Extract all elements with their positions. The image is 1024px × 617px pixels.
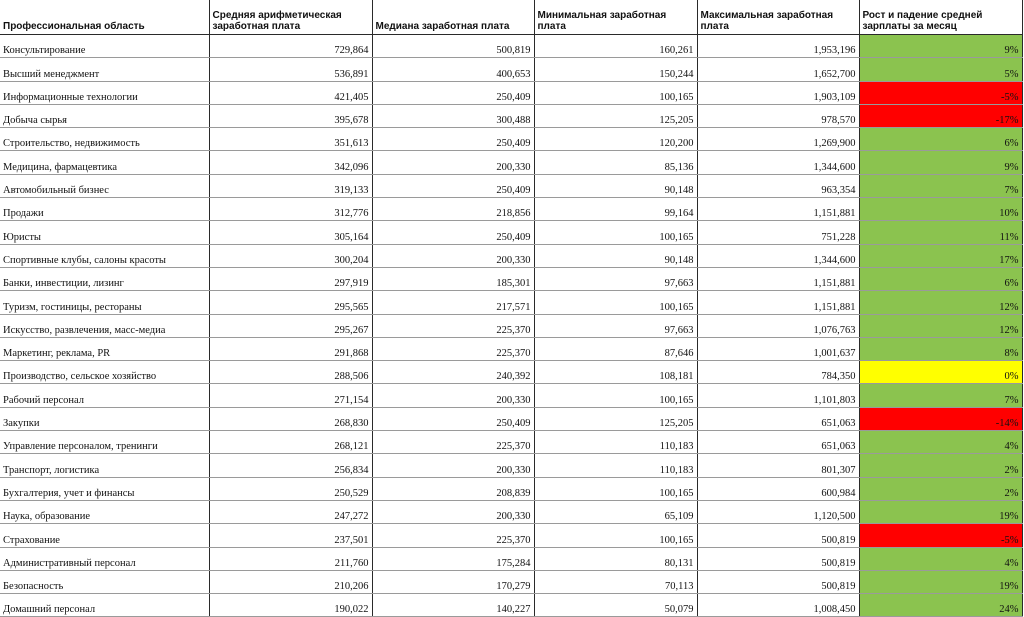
cell-min-salary[interactable]: 90,148 [534, 244, 697, 267]
cell-median-salary[interactable]: 200,330 [372, 500, 534, 523]
table-row [0, 594, 1022, 617]
cell-professional-area[interactable]: Безопасность [0, 570, 209, 593]
cell-professional-area[interactable]: Страхование [0, 524, 209, 547]
cell-median-salary[interactable]: 250,409 [372, 407, 534, 430]
cell-professional-area[interactable]: Информационные технологии [0, 81, 209, 104]
cell-mean-salary[interactable]: 210,206 [209, 570, 372, 593]
cell-mean-salary[interactable]: 256,834 [209, 454, 372, 477]
cell-max-salary[interactable]: 1,001,637 [697, 337, 859, 360]
cell-monthly-change[interactable]: -5% [859, 81, 1022, 104]
cell-min-salary[interactable]: 97,663 [534, 314, 697, 337]
cell-median-salary[interactable]: 218,856 [372, 198, 534, 221]
cell-max-salary[interactable]: 1,151,881 [697, 267, 859, 290]
cut-off-footer [0, 582, 1024, 591]
cell-professional-area[interactable]: Рабочий персонал [0, 384, 209, 407]
cell-median-salary[interactable]: 200,330 [372, 244, 534, 267]
cell-mean-salary[interactable]: 729,864 [209, 35, 372, 58]
cell-median-salary[interactable]: 200,330 [372, 384, 534, 407]
cell-max-salary[interactable]: 651,063 [697, 407, 859, 430]
cell-median-salary[interactable]: 250,409 [372, 128, 534, 151]
cell-professional-area[interactable]: Туризм, гостиницы, рестораны [0, 291, 209, 314]
table-row [0, 431, 1022, 454]
cell-professional-area[interactable]: Юристы [0, 221, 209, 244]
cell-professional-area[interactable]: Бухгалтерия, учет и финансы [0, 477, 209, 500]
table-row [0, 547, 1022, 570]
cell-monthly-change[interactable]: 2% [859, 477, 1022, 500]
cell-monthly-change[interactable]: 19% [859, 500, 1022, 523]
cell-max-salary[interactable]: 1,953,196 [697, 35, 859, 58]
cell-professional-area[interactable]: Домашний персонал [0, 594, 209, 617]
cell-max-salary[interactable]: 1,151,881 [697, 291, 859, 314]
cell-max-salary[interactable]: 784,350 [697, 361, 859, 384]
cell-professional-area[interactable]: Наука, образование [0, 500, 209, 523]
table-row [0, 221, 1022, 244]
cell-min-salary[interactable]: 80,131 [534, 547, 697, 570]
cell-professional-area[interactable]: Производство, сельское хозяйство [0, 361, 209, 384]
cell-min-salary[interactable]: 85,136 [534, 151, 697, 174]
cell-max-salary[interactable]: 651,063 [697, 431, 859, 454]
cell-professional-area[interactable]: Банки, инвестиции, лизинг [0, 267, 209, 290]
table-row [0, 454, 1022, 477]
cell-mean-salary[interactable]: 351,613 [209, 128, 372, 151]
cell-monthly-change[interactable]: 11% [859, 221, 1022, 244]
cell-mean-salary[interactable]: 305,164 [209, 221, 372, 244]
cell-median-salary[interactable]: 225,370 [372, 524, 534, 547]
cell-min-salary[interactable]: 100,165 [534, 524, 697, 547]
table-row [0, 104, 1022, 127]
cell-max-salary[interactable]: 600,984 [697, 477, 859, 500]
cell-mean-salary[interactable]: 268,830 [209, 407, 372, 430]
cell-min-salary[interactable]: 87,646 [534, 337, 697, 360]
cell-professional-area[interactable]: Продажи [0, 198, 209, 221]
cell-max-salary[interactable]: 1,101,803 [697, 384, 859, 407]
cell-median-salary[interactable]: 200,330 [372, 454, 534, 477]
table-row [0, 337, 1022, 360]
cell-professional-area[interactable]: Медицина, фармацевтика [0, 151, 209, 174]
cell-professional-area[interactable]: Искусство, развлечения, масс-медиа [0, 314, 209, 337]
cell-max-salary[interactable]: 1,008,450 [697, 594, 859, 617]
cell-median-salary[interactable]: 250,409 [372, 174, 534, 197]
cell-mean-salary[interactable]: 342,096 [209, 151, 372, 174]
header-mean-salary[interactable]: Средняя арифметическая заработная плата [209, 0, 372, 35]
cell-monthly-change[interactable]: -17% [859, 104, 1022, 127]
cell-min-salary[interactable]: 100,165 [534, 221, 697, 244]
cell-max-salary[interactable]: 1,151,881 [697, 198, 859, 221]
table-row [0, 151, 1022, 174]
cell-mean-salary[interactable]: 247,272 [209, 500, 372, 523]
header-median-salary[interactable]: Медиана заработная плата [372, 0, 534, 35]
cell-median-salary[interactable]: 200,330 [372, 151, 534, 174]
cell-mean-salary[interactable]: 268,121 [209, 431, 372, 454]
cell-monthly-change[interactable]: 4% [859, 547, 1022, 570]
table-row [0, 35, 1022, 58]
table-row [0, 58, 1022, 81]
cell-min-salary[interactable]: 125,205 [534, 407, 697, 430]
cell-min-salary[interactable]: 90,148 [534, 174, 697, 197]
cell-min-salary[interactable]: 110,183 [534, 454, 697, 477]
cell-mean-salary[interactable]: 288,506 [209, 361, 372, 384]
cell-monthly-change[interactable]: 7% [859, 384, 1022, 407]
cell-max-salary[interactable]: 801,307 [697, 454, 859, 477]
cell-monthly-change[interactable]: 2% [859, 454, 1022, 477]
cell-monthly-change[interactable]: 12% [859, 291, 1022, 314]
cell-min-salary[interactable]: 100,165 [534, 291, 697, 314]
cell-monthly-change[interactable]: 5% [859, 58, 1022, 81]
cell-mean-salary[interactable]: 250,529 [209, 477, 372, 500]
cell-min-salary[interactable]: 100,165 [534, 477, 697, 500]
cell-monthly-change[interactable]: 9% [859, 35, 1022, 58]
cell-median-salary[interactable]: 208,839 [372, 477, 534, 500]
cell-max-salary[interactable]: 751,228 [697, 221, 859, 244]
cell-min-salary[interactable]: 70,113 [534, 570, 697, 593]
cell-median-salary[interactable]: 217,571 [372, 291, 534, 314]
cell-monthly-change[interactable]: 0% [859, 361, 1022, 384]
cell-min-salary[interactable]: 150,244 [534, 58, 697, 81]
cell-max-salary[interactable]: 500,819 [697, 524, 859, 547]
cell-max-salary[interactable]: 1,269,900 [697, 128, 859, 151]
cell-monthly-change[interactable]: 19% [859, 570, 1022, 593]
cell-monthly-change[interactable]: 12% [859, 314, 1022, 337]
cell-min-salary[interactable]: 125,205 [534, 104, 697, 127]
table-row [0, 407, 1022, 430]
cell-mean-salary[interactable]: 395,678 [209, 104, 372, 127]
cell-max-salary[interactable]: 1,903,109 [697, 81, 859, 104]
cell-professional-area[interactable]: Высший менеджмент [0, 58, 209, 81]
cell-max-salary[interactable]: 500,819 [697, 547, 859, 570]
cell-max-salary[interactable]: 1,344,600 [697, 151, 859, 174]
cell-monthly-change[interactable]: -5% [859, 524, 1022, 547]
cell-median-salary[interactable]: 400,653 [372, 58, 534, 81]
cell-professional-area[interactable]: Закупки [0, 407, 209, 430]
table-row [0, 314, 1022, 337]
table-row [0, 291, 1022, 314]
cell-mean-salary[interactable]: 295,267 [209, 314, 372, 337]
cell-monthly-change[interactable]: -14% [859, 407, 1022, 430]
cell-mean-salary[interactable]: 291,868 [209, 337, 372, 360]
cell-professional-area[interactable]: Маркетинг, реклама, PR [0, 337, 209, 360]
cell-max-salary[interactable]: 1,076,763 [697, 314, 859, 337]
header-max-salary[interactable]: Максимальная заработная плата [697, 0, 859, 35]
header-professional-area[interactable]: Профессиональная область [0, 0, 209, 35]
cell-min-salary[interactable]: 50,079 [534, 594, 697, 617]
cell-max-salary[interactable]: 1,652,700 [697, 58, 859, 81]
cell-professional-area[interactable]: Административный персонал [0, 547, 209, 570]
cell-median-salary[interactable]: 185,301 [372, 267, 534, 290]
cell-min-salary[interactable]: 120,200 [534, 128, 697, 151]
cell-professional-area[interactable]: Добыча сырья [0, 104, 209, 127]
cell-median-salary[interactable]: 140,227 [372, 594, 534, 617]
cell-median-salary[interactable]: 225,370 [372, 431, 534, 454]
cell-min-salary[interactable]: 110,183 [534, 431, 697, 454]
cell-median-salary[interactable]: 500,819 [372, 35, 534, 58]
cell-max-salary[interactable]: 978,570 [697, 104, 859, 127]
cell-monthly-change[interactable]: 7% [859, 174, 1022, 197]
table-row [0, 174, 1022, 197]
cell-mean-salary[interactable]: 312,776 [209, 198, 372, 221]
cell-monthly-change[interactable]: 10% [859, 198, 1022, 221]
cell-median-salary[interactable]: 175,284 [372, 547, 534, 570]
cell-professional-area[interactable]: Автомобильный бизнес [0, 174, 209, 197]
cell-median-salary[interactable]: 225,370 [372, 337, 534, 360]
table-row [0, 267, 1022, 290]
cell-monthly-change[interactable]: 4% [859, 431, 1022, 454]
cell-mean-salary[interactable]: 536,891 [209, 58, 372, 81]
cell-min-salary[interactable]: 99,164 [534, 198, 697, 221]
cell-mean-salary[interactable]: 295,565 [209, 291, 372, 314]
cell-mean-salary[interactable]: 190,022 [209, 594, 372, 617]
cell-min-salary[interactable]: 160,261 [534, 35, 697, 58]
table-row [0, 244, 1022, 267]
cell-mean-salary[interactable]: 237,501 [209, 524, 372, 547]
cell-median-salary[interactable]: 225,370 [372, 314, 534, 337]
table-row [0, 384, 1022, 407]
cell-mean-salary[interactable]: 421,405 [209, 81, 372, 104]
cell-mean-salary[interactable]: 300,204 [209, 244, 372, 267]
cell-professional-area[interactable]: Транспорт, логистика [0, 454, 209, 477]
table-row [0, 81, 1022, 104]
cell-mean-salary[interactable]: 319,133 [209, 174, 372, 197]
table-row [0, 524, 1022, 547]
cell-mean-salary[interactable]: 211,760 [209, 547, 372, 570]
cell-median-salary[interactable]: 250,409 [372, 221, 534, 244]
cell-min-salary[interactable]: 65,109 [534, 500, 697, 523]
cell-professional-area[interactable]: Строительство, недвижимость [0, 128, 209, 151]
table-row [0, 477, 1022, 500]
cell-monthly-change[interactable]: 9% [859, 151, 1022, 174]
cell-max-salary[interactable]: 1,120,500 [697, 500, 859, 523]
cell-median-salary[interactable]: 250,409 [372, 81, 534, 104]
cell-min-salary[interactable]: 100,165 [534, 81, 697, 104]
cell-professional-area[interactable]: Спортивные клубы, салоны красоты [0, 244, 209, 267]
cell-min-salary[interactable]: 97,663 [534, 267, 697, 290]
cell-median-salary[interactable]: 240,392 [372, 361, 534, 384]
cell-median-salary[interactable]: 170,279 [372, 570, 534, 593]
cell-monthly-change[interactable]: 17% [859, 244, 1022, 267]
cell-mean-salary[interactable]: 297,919 [209, 267, 372, 290]
cell-monthly-change[interactable]: 24% [859, 594, 1022, 617]
table-row [0, 361, 1022, 384]
cell-mean-salary[interactable]: 271,154 [209, 384, 372, 407]
header-min-salary[interactable]: Минимальная заработная плата [534, 0, 697, 35]
cell-max-salary[interactable]: 500,819 [697, 570, 859, 593]
cell-professional-area[interactable]: Управление персоналом, тренинги [0, 431, 209, 454]
table-body [0, 35, 1022, 617]
cell-monthly-change[interactable]: 6% [859, 267, 1022, 290]
cell-max-salary[interactable]: 1,344,600 [697, 244, 859, 267]
cell-monthly-change[interactable]: 6% [859, 128, 1022, 151]
table-row [0, 128, 1022, 151]
table-row [0, 500, 1022, 523]
cell-min-salary[interactable]: 100,165 [534, 384, 697, 407]
cell-median-salary[interactable]: 300,488 [372, 104, 534, 127]
cell-monthly-change[interactable]: 8% [859, 337, 1022, 360]
table-row [0, 198, 1022, 221]
cell-min-salary[interactable]: 108,181 [534, 361, 697, 384]
cell-max-salary[interactable]: 963,354 [697, 174, 859, 197]
table-header-row [0, 0, 1022, 35]
header-monthly-change[interactable]: Рост и падение средней зарплаты за месяц [859, 0, 1022, 35]
cell-professional-area[interactable]: Консультирование [0, 35, 209, 58]
